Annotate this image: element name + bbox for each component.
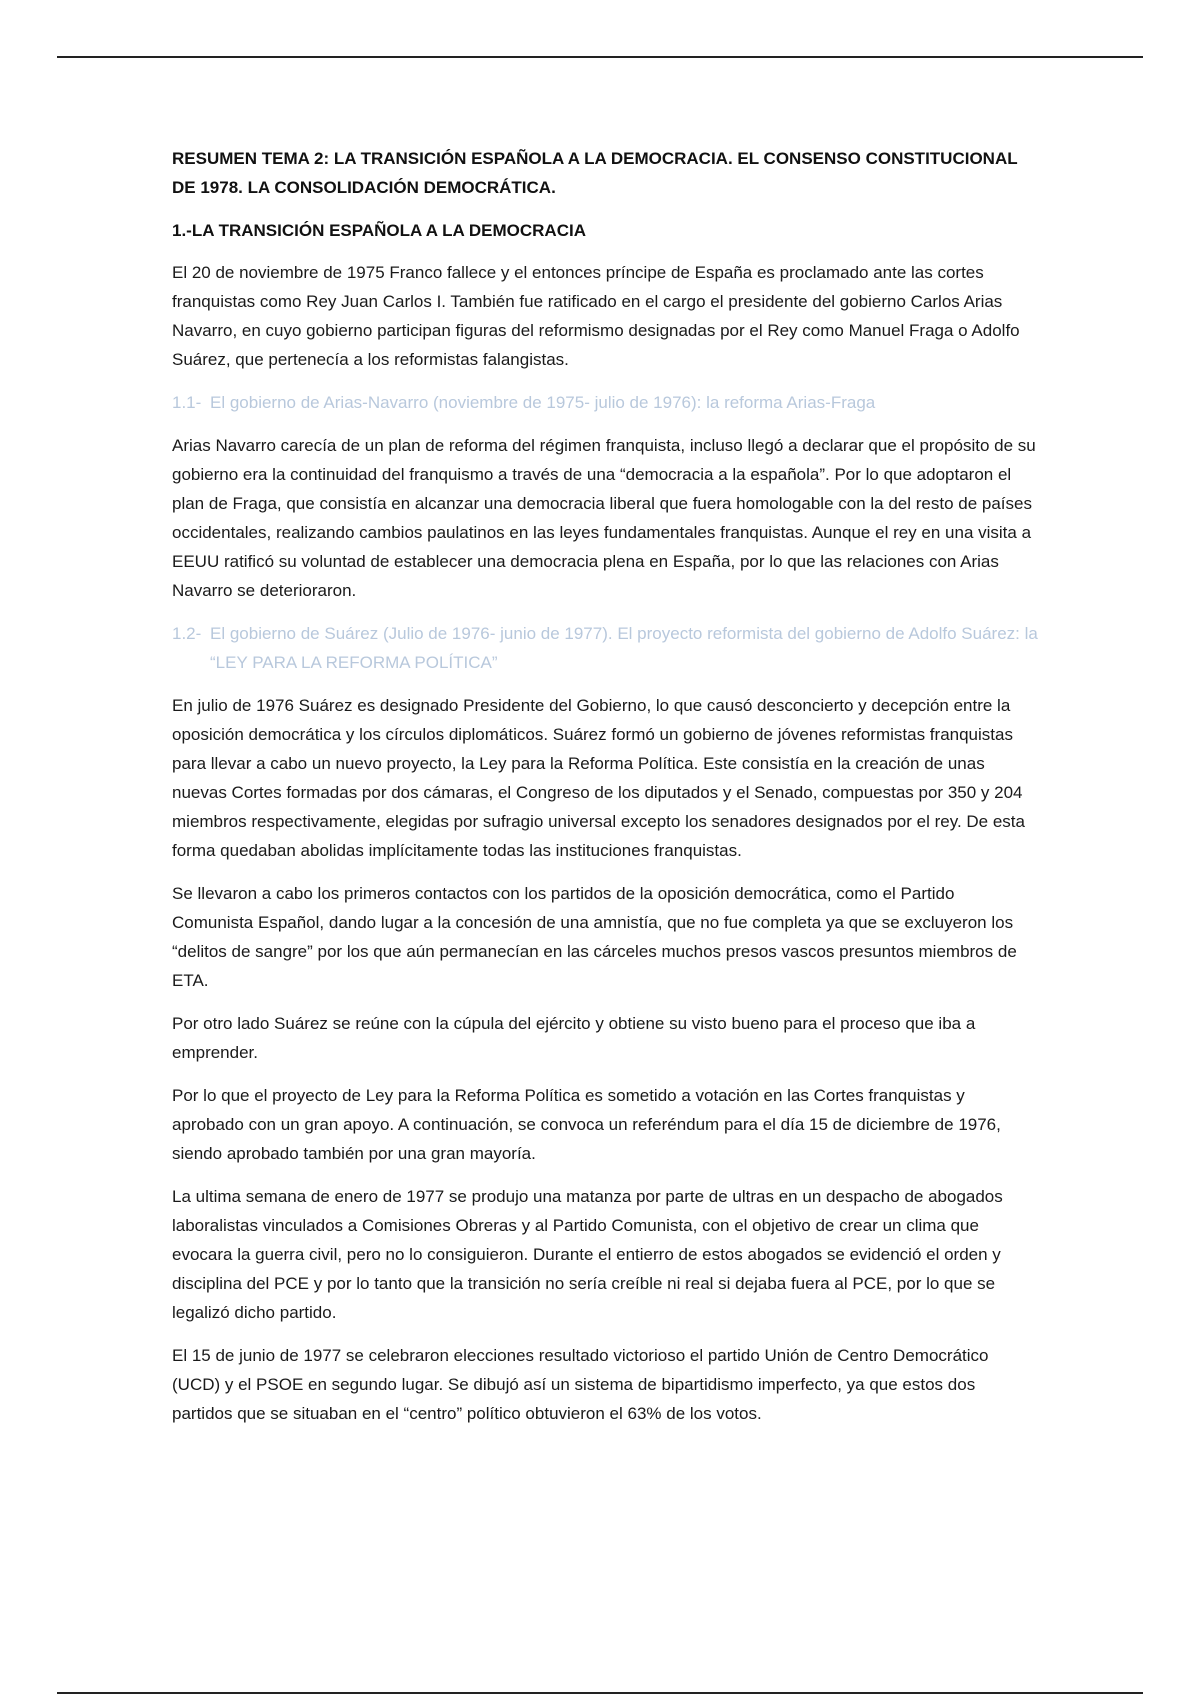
paragraph-referendum: Por lo que el proyecto de Ley para la Reforma Política es sometido a votación en las Cortes franquistas y aprobado con un gran apoyo. A continuación, se convoca un referéndum para el día 15 de diciembre de 1976, siendo aprobado también por una gran mayoría.: [172, 1086, 1001, 1163]
paragraph-arias-navarro: Arias Navarro carecía de un plan de reforma del régimen franquista, incluso llegó a declarar que el propósito de su gobierno era la continuidad del franquismo a través de una “democracia a la española”. Por lo que adoptaron el plan de Fraga, que consistía en alcanzar una democracia liberal que fuera homologable con la del resto de países occidentales, realizando cambios paulatinos en las leyes fundamentales franquistas. Aunque el rey en una visita a EEUU ratificó su voluntad de establecer una democracia plena en España, por lo que las relaciones con Arias Navarro se deterioraron.: [172, 436, 1036, 600]
footer-rule: [57, 1692, 1143, 1694]
subheading-number: 1.1-: [172, 393, 202, 412]
paragraph-amnistia: Se llevaron a cabo los primeros contactos con los partidos de la oposición democrática, como el Partido Comunista Español, dando lugar a la concesión de una amnistía, que no fue completa ya que se excluyeron los “delitos de sangre” por los que aún permanecían en las cárceles muchos presos vascos presuntos miembros de ETA.: [172, 884, 1017, 990]
subheading-text: El gobierno de Arias-Navarro (noviembre de 1975- julio de 1976): la reforma Arias-Fraga: [210, 393, 876, 412]
paragraph-ejercito: Por otro lado Suárez se reúne con la cúpula del ejército y obtiene su visto bueno para el proceso que iba a emprender.: [172, 1014, 976, 1062]
document-body: [172, 144, 1038, 1442]
subheading-arias-navarro: [172, 388, 1038, 417]
paragraph-matanza-atocha: La ultima semana de enero de 1977 se produjo una matanza por parte de ultras en un despacho de abogados laboralistas vinculados a Comisiones Obreras y al Partido Comunista, con el objetivo de crear un clima que evocara la guerra civil, pero no lo consiguieron. Durante el entierro de estos abogados se evidenció el orden y disciplina del PCE y por lo tanto que la transición no sería creíble ni real si dejaba fuera al PCE, por lo que se legalizó dicho partido.: [172, 1187, 1003, 1322]
document-title: RESUMEN TEMA 2: LA TRANSICIÓN ESPAÑOLA A LA DEMOCRACIA. EL CONSENSO CONSTITUCIONAL DE 1978. LA CONSOLIDACIÓN DEMOCRÁTICA.: [172, 149, 1018, 197]
subheading-number: 1.2-: [172, 624, 202, 643]
section-heading-transicion: 1.-LA TRANSICIÓN ESPAÑOLA A LA DEMOCRACIA: [172, 221, 586, 240]
paragraph-suarez-designado: En julio de 1976 Suárez es designado Presidente del Gobierno, lo que causó desconcierto y decepción entre la oposición democrática y los círculos diplomáticos. Suárez formó un gobierno de jóvenes reformistas franquistas para llevar a cabo un nuevo proyecto, la Ley para la Reforma Política. Este consistía en la creación de unas nuevas Cortes formadas por dos cámaras, el Congreso de los diputados y el Senado, compuestas por 350 y 204 miembros respectivamente, elegidas por sufragio universal excepto los senadores designados por el rey. De esta forma quedaban abolidas implícitamente todas las instituciones franquistas.: [172, 696, 1025, 860]
subheading-suarez: [172, 619, 1038, 677]
subheading-text: El gobierno de Suárez (Julio de 1976- junio de 1977). El proyecto reformista del gobierno de Adolfo Suárez: la “LEY PARA LA REFORMA POLÍTICA”: [210, 624, 1038, 672]
paragraph-elecciones-1977: El 15 de junio de 1977 se celebraron elecciones resultado victorioso el partido Unión de Centro Democrático (UCD) y el PSOE en segundo lugar. Se dibujó así un sistema de bipartidismo imperfecto, ya que estos dos partidos que se situaban en el “centro” político obtuvieron el 63% de los votos.: [172, 1346, 989, 1423]
paragraph-intro: El 20 de noviembre de 1975 Franco fallece y el entonces príncipe de España es proclamado ante las cortes franquistas como Rey Juan Carlos I. También fue ratificado en el cargo el presidente del gobierno Carlos Arias Navarro, en cuyo gobierno participan figuras del reformismo designadas por el Rey como Manuel Fraga o Adolfo Suárez, que pertenecía a los reformistas falangistas.: [172, 263, 1020, 369]
header-rule: [57, 56, 1143, 58]
